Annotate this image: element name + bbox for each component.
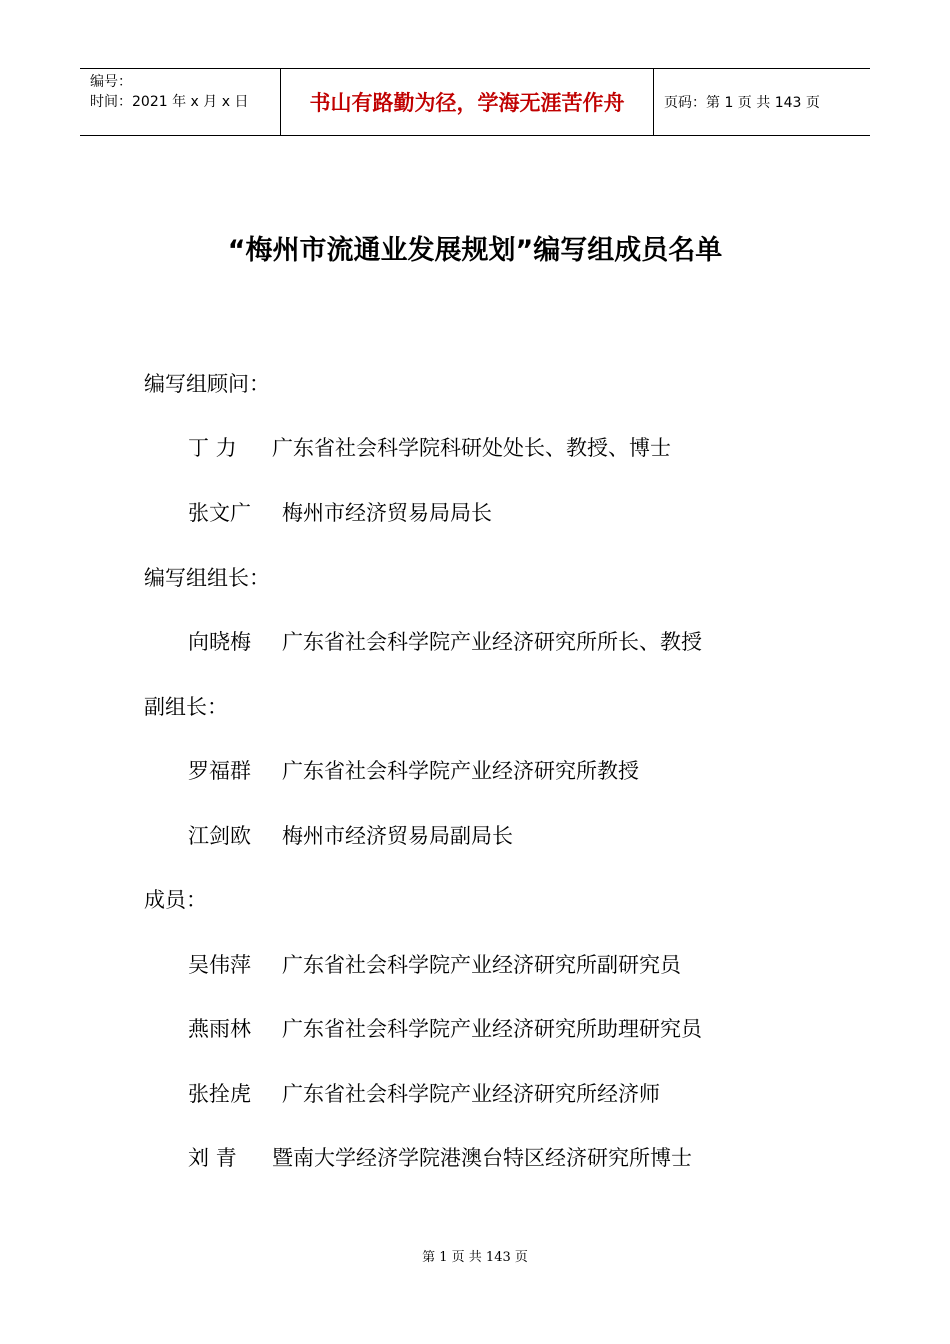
page-footer: 第 1 页 共 143 页 — [422, 1250, 528, 1265]
member-desc: 广东省社会科学院产业经济研究所助理研究员 — [282, 1017, 702, 1041]
member-name: 刘 青 — [188, 1146, 237, 1170]
header-motto: 书山有路勤为径，学海无涯苦作舟 — [281, 69, 654, 135]
section-label-members: 成员： — [144, 888, 207, 912]
header-meta — [80, 69, 281, 135]
member-row — [188, 497, 492, 527]
member-row — [188, 1078, 660, 1108]
member-name: 张拴虎 — [188, 1082, 251, 1106]
member-desc: 广东省社会科学院科研处处长、教授、博士 — [272, 436, 671, 460]
member-desc: 广东省社会科学院产业经济研究所教授 — [282, 759, 639, 783]
section-label-advisors: 编写组顾问： — [144, 372, 270, 396]
member-desc: 广东省社会科学院产业经济研究所所长、教授 — [282, 630, 702, 654]
member-desc: 梅州市经济贸易局局长 — [282, 501, 492, 525]
member-row — [188, 1142, 692, 1172]
member-row — [188, 1013, 702, 1043]
member-name: 江剑欧 — [188, 824, 251, 848]
member-row — [188, 626, 702, 656]
member-row — [188, 755, 639, 785]
member-name: 向晓梅 — [188, 630, 251, 654]
member-name: 吴伟萍 — [188, 953, 251, 977]
section-label-vice-leaders: 副组长： — [144, 695, 228, 719]
member-name: 燕雨林 — [188, 1017, 251, 1041]
member-name: 罗福群 — [188, 759, 251, 783]
document-header — [80, 68, 870, 136]
section-label-leader: 编写组组长： — [144, 566, 270, 590]
member-desc: 广东省社会科学院产业经济研究所经济师 — [282, 1082, 660, 1106]
member-row — [188, 820, 513, 850]
member-desc: 广东省社会科学院产业经济研究所副研究员 — [282, 953, 681, 977]
page-title: “梅州市流通业发展规划”编写组成员名单 — [227, 235, 723, 266]
number-label: 编号： — [90, 74, 132, 90]
member-desc: 暨南大学经济学院港澳台特区经济研究所博士 — [272, 1146, 692, 1170]
header-page-info: 页码：第 1 页 共 143 页 — [664, 95, 820, 111]
member-name: 丁 力 — [188, 436, 237, 460]
time-label: 时间：2021 年 x 月 x 日 — [90, 94, 249, 110]
member-desc: 梅州市经济贸易局副局长 — [282, 824, 513, 848]
member-row — [188, 949, 681, 979]
member-name: 张文广 — [188, 501, 251, 525]
member-row — [188, 432, 671, 462]
